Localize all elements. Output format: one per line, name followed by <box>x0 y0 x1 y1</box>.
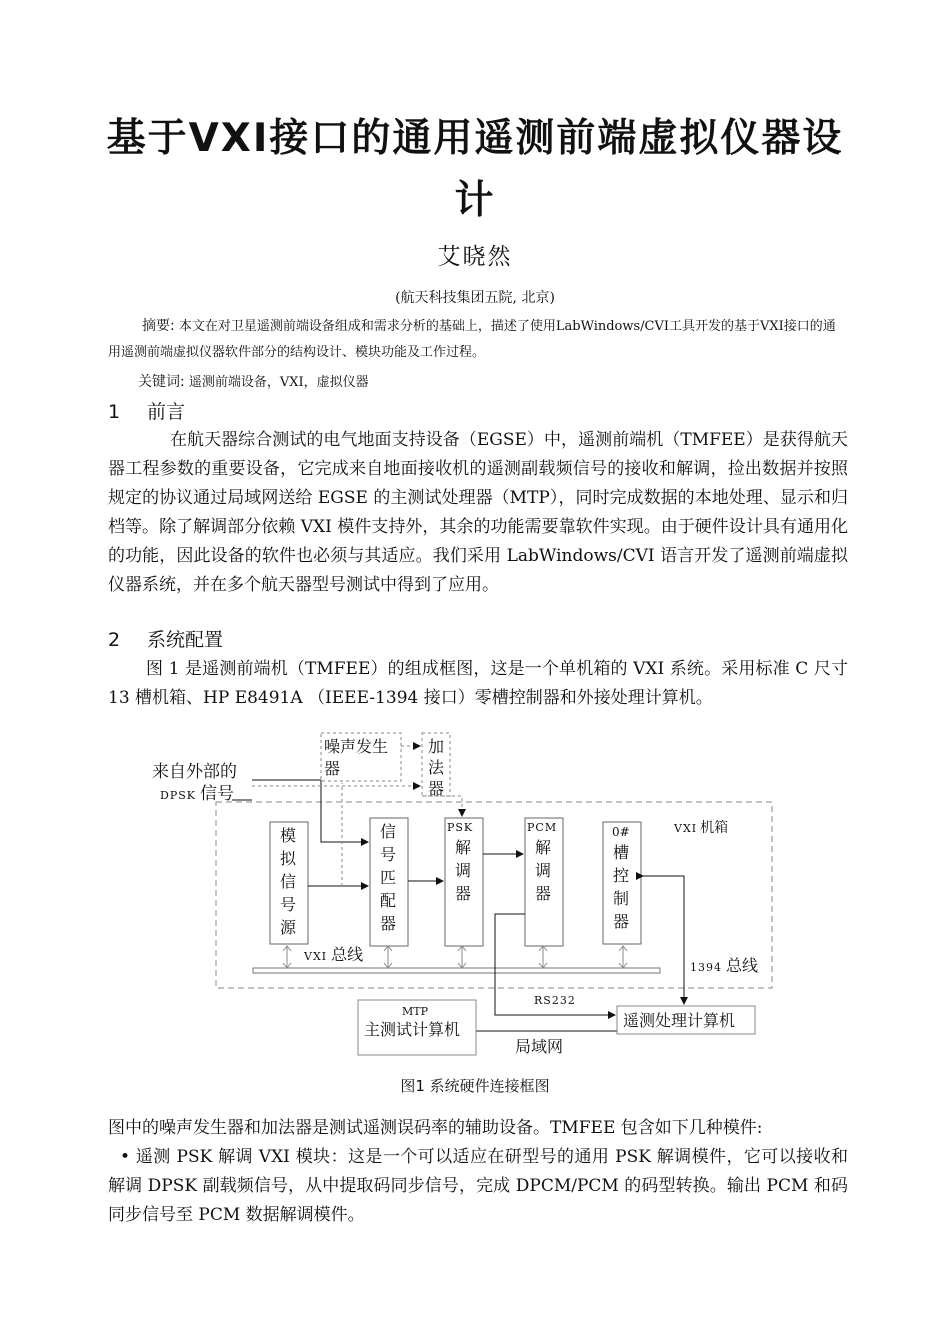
sim-source-char-2: 拟 <box>280 849 297 868</box>
mtp-top: MTP <box>402 1005 429 1018</box>
section-2-number: 2 <box>108 629 121 651</box>
rs232-label: RS232 <box>534 994 576 1007</box>
pcm-demod-char-3: 器 <box>535 884 552 903</box>
paper-title: 基于VXI接口的通用遥测前端虚拟仪器设计 <box>106 116 844 223</box>
psk-demod-char-3: 器 <box>455 884 472 903</box>
signal-matcher-char-2: 号 <box>380 845 397 864</box>
sim-source-char-3: 信 <box>280 872 297 891</box>
section-1-title: 前言 <box>147 401 186 423</box>
keywords-text: 遥测前端设备，VXI，虚拟仪器 <box>188 375 369 390</box>
psk-demod-char-2: 调 <box>455 861 472 880</box>
lan-label: 局域网 <box>515 1037 564 1056</box>
vxi-chassis-label: VXI 机箱 <box>674 820 729 836</box>
section-1-body: 在航天器综合测试的电气地面支持设备（EGSE）中，遥测前端机（TMFEE）是获得航天器工程参数的重要设备，它完成来自地面接收机的遥测副载频信号的接收和解调，捡出数据并按照规定的协议通过局域网送给 EGSE 的主测试处理器（MTP），同时完成数据的本地处理、显示和归档等。除了解调部分依赖 VXI 模件支持外，其余的功能需要靠软件实现。由于硬件设计具有通用化的功能，因此设备的软件也必须与其适应。我们采用 LabWindows/CVI 语言开发了遥测前端虚拟仪器系统，并在多个航天器型号测试中得到了应用。 <box>108 430 848 595</box>
adder-to-psk <box>422 796 462 816</box>
figure-caption: 图1 系统硬件连接框图 <box>400 1077 550 1095</box>
after-figure-text: 图中的噪声发生器和加法器是测试遥测误码率的辅助设备。TMFEE 包含如下几种模件: <box>108 1118 763 1138</box>
pcm-demod-top: PCM <box>527 821 558 834</box>
noise-generator-label-2: 器 <box>324 759 341 778</box>
bullet-psk-module: • 遥测 PSK 解调 VXI 模块：这是一个可以适应在研型号的通用 PSK 解调模件，它可以接收和解调 DPSK 副载频信号，从中提取码同步信号，完成 DPCM/PCM 的码型转换。输出 PCM 和码同步信号至 PCM 数据解调模件。 <box>108 1147 848 1225</box>
tm-computer-label: 遥测处理计算机 <box>623 1011 736 1030</box>
author: 艾晓然 <box>437 244 513 270</box>
slot0-char-2: 控 <box>613 866 630 885</box>
abstract-text: 本文在对卫星遥测前端设备组成和需求分析的基础上，描述了使用LabWindows/CVI工具开发的基于VXI接口的通用遥测前端虚拟仪器软件部分的结构设计、模块功能及工作过程。 <box>108 319 836 360</box>
signal-matcher-char-3: 匹 <box>380 868 397 887</box>
slot0-to-1394 <box>643 876 684 1004</box>
slot0-top: 0# <box>612 825 630 839</box>
keywords-label: 关键词: <box>138 374 185 390</box>
pcm-demod-char-1: 解 <box>535 838 552 857</box>
slot0-char-3: 制 <box>613 889 630 908</box>
pcm-demod-char-2: 调 <box>535 861 552 880</box>
signal-matcher-char-5: 器 <box>380 914 397 933</box>
slot0-char-4: 器 <box>613 912 630 931</box>
adder-char-2: 法 <box>428 758 445 777</box>
section-2-title: 系统配置 <box>147 629 224 651</box>
affiliation: (航天科技集团五院, 北京) <box>395 290 555 306</box>
psk-demod-top: PSK <box>447 821 474 834</box>
sim-source-char-4: 号 <box>280 895 297 914</box>
psk-demod-char-1: 解 <box>455 838 472 857</box>
external-signal-label-2: DPSK 信号 <box>160 784 234 804</box>
adder-char-3: 器 <box>428 779 445 798</box>
section-2-body: 图 1 是遥测前端机（TMFEE）的组成框图，这是一个单机箱的 VXI 系统。采用标准 C 尺寸 13 槽机箱、HP E8491A （IEEE-1394 接口）零槽控制器和外接处理计算机。 <box>108 659 848 708</box>
bus1394-label: 1394 总线 <box>690 956 759 975</box>
mtp-label: 主测试计算机 <box>364 1020 461 1039</box>
abstract-label: 摘要: <box>142 318 175 334</box>
sim-source-char-5: 源 <box>280 918 297 937</box>
external-signal-label-1: 来自外部的 <box>152 762 237 782</box>
slot0-char-1: 槽 <box>613 843 630 862</box>
signal-matcher-char-4: 配 <box>380 891 397 910</box>
vxi-bus-label: VXI 总线 <box>304 945 364 964</box>
section-1-number: 1 <box>108 401 121 423</box>
external-to-matcher-path <box>321 780 368 842</box>
signal-matcher-char-1: 信 <box>380 822 397 841</box>
adder-char-1: 加 <box>428 737 445 756</box>
sim-source-char-1: 模 <box>280 826 297 845</box>
noise-generator-label-1: 噪声发生 <box>324 737 389 756</box>
vxi-bus <box>253 968 660 973</box>
